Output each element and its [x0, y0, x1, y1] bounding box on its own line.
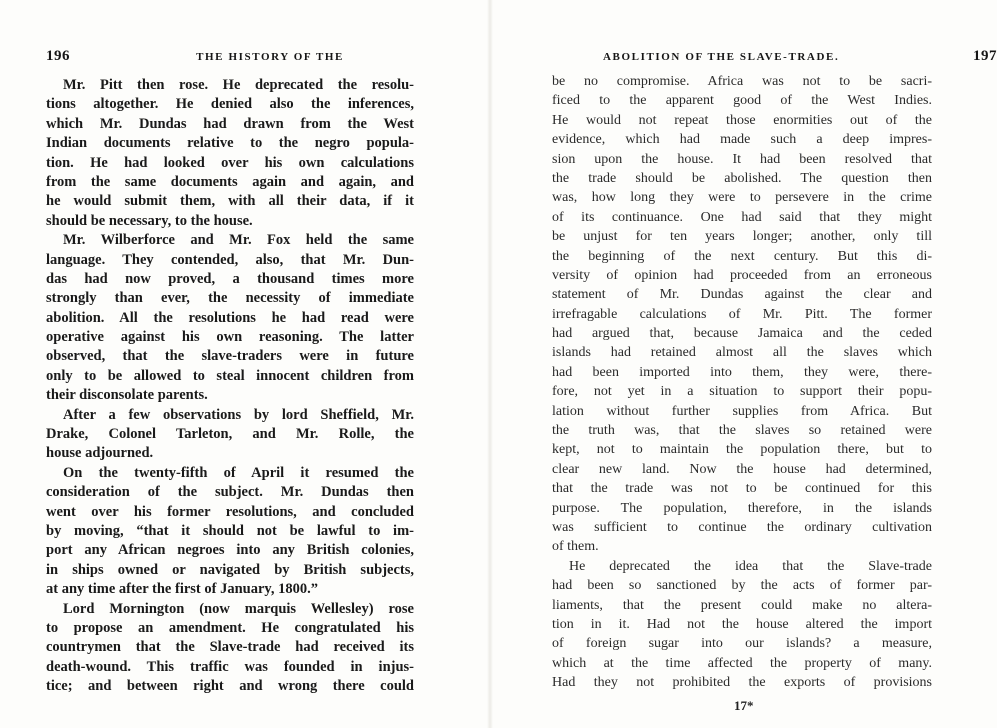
text-line: statement of Mr. Dundas against the clear and — [552, 287, 932, 303]
text-line: the beginning of the next century. But this di- — [552, 248, 932, 264]
text-line: kept, not to maintain the population there, but to — [552, 442, 932, 458]
text-line: clear new land. Now the house had determined, — [552, 461, 932, 477]
right-page-body — [552, 72, 932, 693]
text-line: After a few observations by lord Sheffield, Mr. — [63, 406, 414, 423]
text-line: He would not repeat those enormities out of the — [552, 112, 932, 128]
text-line: tion in it. Had not the house altered the import — [552, 616, 932, 632]
text-line: Had they not prohibited the exports of provisions — [552, 675, 932, 691]
text-line: abolition. All the resolutions he had read were — [46, 309, 414, 326]
text-line: Indian documents relative to the negro popula- — [46, 135, 414, 152]
text-line: sion upon the house. It had been resolved that — [552, 151, 932, 167]
text-line: that the trade was not to be continued for this — [552, 481, 932, 497]
left-page-body — [46, 76, 414, 697]
text-line: purpose. The population, therefore, in the islands — [552, 500, 932, 516]
left-page — [0, 0, 490, 728]
signature-mark: 17* — [734, 698, 754, 713]
left-page-header — [46, 48, 414, 68]
text-line: house adjourned. — [46, 445, 154, 462]
text-line: consideration of the subject. Mr. Dundas then — [46, 484, 414, 501]
text-line: tions altogether. He denied also the inferences, — [46, 96, 414, 113]
right-page-header — [603, 48, 997, 68]
text-line: On the twenty-fifth of April it resumed the — [63, 464, 414, 481]
text-line: liaments, that the present could make no altera- — [552, 597, 932, 613]
text-line: went over his former resolutions, and concluded — [46, 503, 414, 520]
text-line: operative against his own reasoning. The latter — [46, 329, 414, 346]
text-line: evidence, which had made such a deep impres- — [552, 132, 932, 148]
text-line: tion. He had looked over his own calculations — [46, 154, 414, 171]
text-line: he would submit them, with all their data, if it — [46, 193, 414, 210]
text-line: of them. — [552, 539, 599, 555]
text-line: das had now proved, a thousand times more — [46, 270, 414, 287]
text-line: was, how long they were to persevere in the crime — [552, 190, 932, 206]
text-line: islands had retained almost all the slaves which — [552, 345, 932, 361]
text-line: the truth was, that the slaves so retained were — [552, 423, 932, 439]
text-line: which at the time affected the property of many. — [552, 655, 932, 671]
text-line: in ships owned or navigated by British subjects, — [46, 561, 414, 578]
text-line: the trade should be abolished. The question then — [552, 170, 932, 186]
running-head-left: THE HISTORY OF THE — [196, 51, 344, 63]
text-line: be no compromise. Africa was not to be sacri- — [552, 74, 932, 89]
text-line: death-wound. This traffic was founded in injus- — [46, 658, 414, 675]
text-line: port any African negroes into any British colonies, — [46, 542, 414, 559]
page-number-right: 197 — [973, 48, 997, 64]
text-line: of its continuance. One had said that they might — [552, 209, 932, 225]
text-line: ficed to the apparent good of the West Indies. — [552, 93, 932, 109]
text-line: language. They contended, also, that Mr. Dun- — [46, 251, 414, 268]
text-line: to propose an amendment. He congratulated his — [46, 619, 414, 636]
text-line: by moving, “that it should not be lawful to im- — [46, 522, 414, 539]
text-line: Mr. Wilberforce and Mr. Fox held the same — [63, 232, 414, 249]
page-number-left: 196 — [46, 48, 70, 64]
text-line: had been so sanctioned by the acts of former par- — [552, 578, 932, 594]
text-line: Lord Mornington (now marquis Wellesley) rose — [63, 600, 414, 617]
text-line: irrefragable calculations of Mr. Pitt. The former — [552, 306, 932, 322]
text-line: their disconsolate parents. — [46, 387, 208, 404]
text-line: only to be allowed to steal innocent children from — [46, 367, 414, 384]
text-line: Mr. Pitt then rose. He deprecated the resolu- — [63, 77, 414, 93]
text-line: Drake, Colonel Tarleton, and Mr. Rolle, the — [46, 426, 414, 443]
text-line: had been imported into them, they were, there- — [552, 364, 932, 380]
running-head-right: ABOLITION OF THE SLAVE-TRADE. — [603, 51, 840, 63]
text-line: which Mr. Dundas had drawn from the West — [46, 115, 414, 132]
text-line: from the same documents again and again, and — [46, 173, 414, 190]
text-line: tice; and between right and wrong there could — [46, 678, 414, 695]
text-line: was sufficient to continue the ordinary cultivation — [552, 519, 932, 535]
right-page — [490, 0, 997, 728]
text-line: lation without further supplies from Africa. But — [552, 403, 932, 419]
text-line: at any time after the first of January, 1800.” — [46, 581, 318, 598]
text-line: should be necessary, to the house. — [46, 212, 253, 229]
text-line: strongly than ever, the necessity of immediate — [46, 290, 414, 307]
text-line: of foreign sugar into our islands? a measure, — [552, 636, 932, 652]
text-line: observed, that the slave-traders were in future — [46, 348, 414, 365]
text-line: be unjust for ten years longer; another, only till — [552, 229, 932, 245]
text-line: He deprecated the idea that the Slave-trade — [569, 558, 932, 574]
text-line: fore, not yet in a situation to support their popu- — [552, 384, 932, 400]
text-line: countrymen that the Slave-trade had received its — [46, 639, 414, 656]
text-line: had argued that, because Jamaica and the ceded — [552, 326, 932, 342]
text-line: versity of opinion had proceeded from an erroneous — [552, 267, 932, 283]
